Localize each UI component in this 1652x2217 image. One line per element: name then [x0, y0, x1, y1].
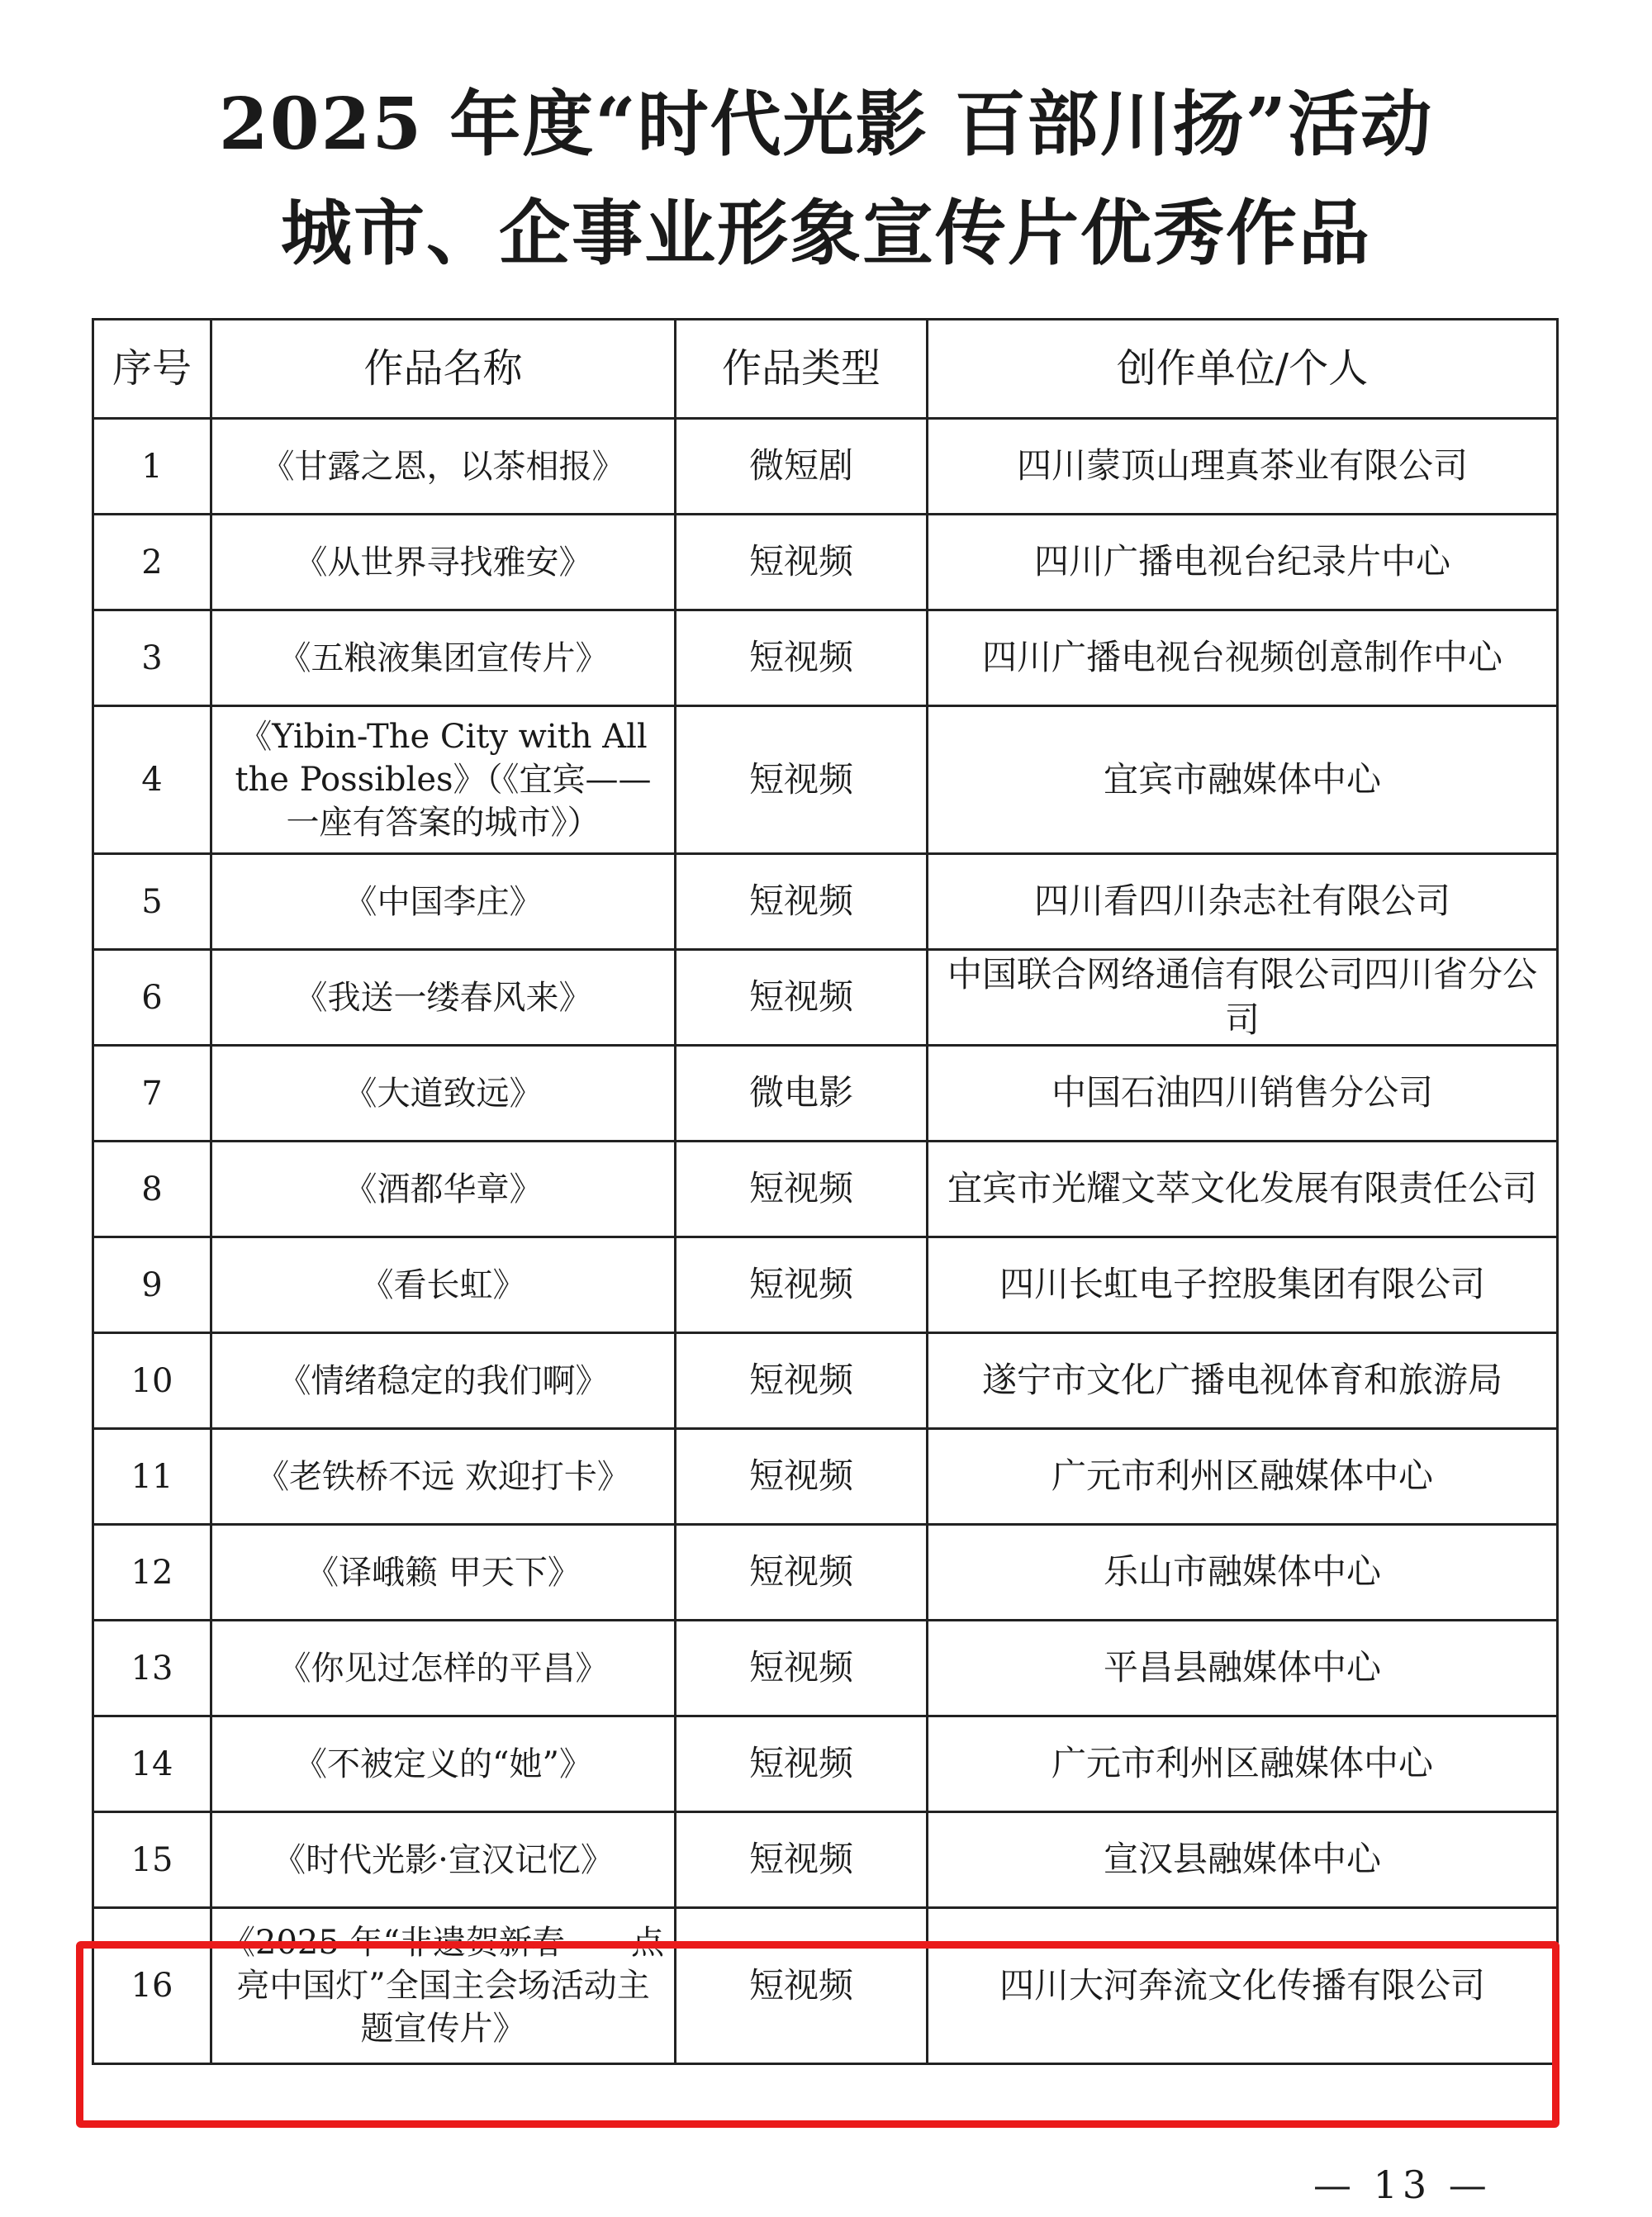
row-creator: 四川广播电视台纪录片中心: [928, 515, 1558, 610]
row-serial-number: 8: [93, 1142, 211, 1237]
row-work-type: 短视频: [676, 854, 928, 950]
document-title-line-2: 城市、企事业形象宣传片优秀作品: [281, 192, 1371, 275]
row-work-type: 微短剧: [676, 419, 928, 515]
row-serial-number: 2: [93, 515, 211, 610]
row-work-type: 短视频: [676, 1716, 928, 1812]
row-serial-number: 11: [93, 1429, 211, 1525]
row-work-name: 《甘露之恩，以茶相报》: [211, 419, 676, 515]
row-work-type: 短视频: [676, 1237, 928, 1333]
table-row: [93, 854, 1558, 950]
table-row: [93, 419, 1558, 515]
row-work-name: 《情绪稳定的我们啊》: [211, 1333, 676, 1429]
row-creator: 广元市利州区融媒体中心: [928, 1716, 1558, 1812]
row-creator: 宣汉县融媒体中心: [928, 1812, 1558, 1908]
table-row: [93, 610, 1558, 706]
works-table: [92, 318, 1559, 2065]
header-work-type: 作品类型: [676, 320, 928, 419]
row-creator: 平昌县融媒体中心: [928, 1621, 1558, 1716]
row-creator: 广元市利州区融媒体中心: [928, 1429, 1558, 1525]
row-work-type: 短视频: [676, 706, 928, 854]
table-row: [93, 1237, 1558, 1333]
row-serial-number: 13: [93, 1621, 211, 1716]
row-serial-number: 14: [93, 1716, 211, 1812]
header-serial-number: 序号: [93, 320, 211, 419]
row-work-name: 《不被定义的“她”》: [211, 1716, 676, 1812]
row-work-name: 《2025 年“非遗贺新春——点亮中国灯”全国主会场活动主题宣传片》: [211, 1908, 676, 2064]
row-work-type: 短视频: [676, 1525, 928, 1621]
row-work-name: 《中国李庄》: [211, 854, 676, 950]
page-number: — 13 —: [1313, 2162, 1492, 2207]
row-creator: 遂宁市文化广播电视体育和旅游局: [928, 1333, 1558, 1429]
header-creator: 创作单位/个人: [928, 320, 1558, 419]
document-title-line-1: 2025 年度“时代光影 百部川扬”活动: [218, 83, 1434, 166]
row-work-name: 《看长虹》: [211, 1237, 676, 1333]
row-work-name: 《Yibin-The City with All the Possibles》（《宜宾——一座有答案的城市》）: [211, 706, 676, 854]
header-work-name: 作品名称: [211, 320, 676, 419]
row-work-name: 《译峨籁 甲天下》: [211, 1525, 676, 1621]
table-row: [93, 1525, 1558, 1621]
row-work-type: 短视频: [676, 610, 928, 706]
table-row: [93, 1621, 1558, 1716]
row-creator: 四川广播电视台视频创意制作中心: [928, 610, 1558, 706]
table-row: [93, 1333, 1558, 1429]
row-serial-number: 10: [93, 1333, 211, 1429]
row-work-type: 短视频: [676, 515, 928, 610]
row-work-type: 短视频: [676, 1142, 928, 1237]
row-creator: 四川蒙顶山理真茶业有限公司: [928, 419, 1558, 515]
table-row: [93, 515, 1558, 610]
table-row: [93, 706, 1558, 854]
row-serial-number: 16: [93, 1908, 211, 2064]
row-serial-number: 9: [93, 1237, 211, 1333]
highlight-box: [76, 1941, 1559, 2128]
table-row: [93, 1429, 1558, 1525]
row-creator: 四川看四川杂志社有限公司: [928, 854, 1558, 950]
row-creator: 宜宾市融媒体中心: [928, 706, 1558, 854]
row-creator: 四川长虹电子控股集团有限公司: [928, 1237, 1558, 1333]
row-work-name: 《大道致远》: [211, 1046, 676, 1142]
row-serial-number: 7: [93, 1046, 211, 1142]
row-serial-number: 6: [93, 950, 211, 1046]
row-work-type: 短视频: [676, 1333, 928, 1429]
row-work-name: 《你见过怎样的平昌》: [211, 1621, 676, 1716]
row-creator: 四川大河奔流文化传播有限公司: [928, 1908, 1558, 2064]
row-work-type: 短视频: [676, 950, 928, 1046]
row-work-name: 《从世界寻找雅安》: [211, 515, 676, 610]
row-work-type: 短视频: [676, 1812, 928, 1908]
row-serial-number: 1: [93, 419, 211, 515]
row-work-type: 短视频: [676, 1429, 928, 1525]
row-serial-number: 15: [93, 1812, 211, 1908]
row-work-type: 微电影: [676, 1046, 928, 1142]
row-serial-number: 12: [93, 1525, 211, 1621]
row-serial-number: 5: [93, 854, 211, 950]
row-work-name: 《时代光影·宣汉记忆》: [211, 1812, 676, 1908]
row-work-type: 短视频: [676, 1908, 928, 2064]
table-header-row: [93, 320, 1558, 419]
row-serial-number: 3: [93, 610, 211, 706]
row-work-name: 《我送一缕春风来》: [211, 950, 676, 1046]
table-row: [93, 1046, 1558, 1142]
row-creator: 宜宾市光耀文萃文化发展有限责任公司: [928, 1142, 1558, 1237]
row-creator: 中国石油四川销售分公司: [928, 1046, 1558, 1142]
row-creator: 乐山市融媒体中心: [928, 1525, 1558, 1621]
row-work-name: 《老铁桥不远 欢迎打卡》: [211, 1429, 676, 1525]
table-row: [93, 1812, 1558, 1908]
row-work-name: 《五粮液集团宣传片》: [211, 610, 676, 706]
table-row: [93, 1716, 1558, 1812]
row-work-name: 《酒都华章》: [211, 1142, 676, 1237]
table-row: [93, 1142, 1558, 1237]
table-row: [93, 950, 1558, 1046]
row-serial-number: 4: [93, 706, 211, 854]
row-creator: 中国联合网络通信有限公司四川省分公司: [928, 950, 1558, 1046]
row-work-type: 短视频: [676, 1621, 928, 1716]
